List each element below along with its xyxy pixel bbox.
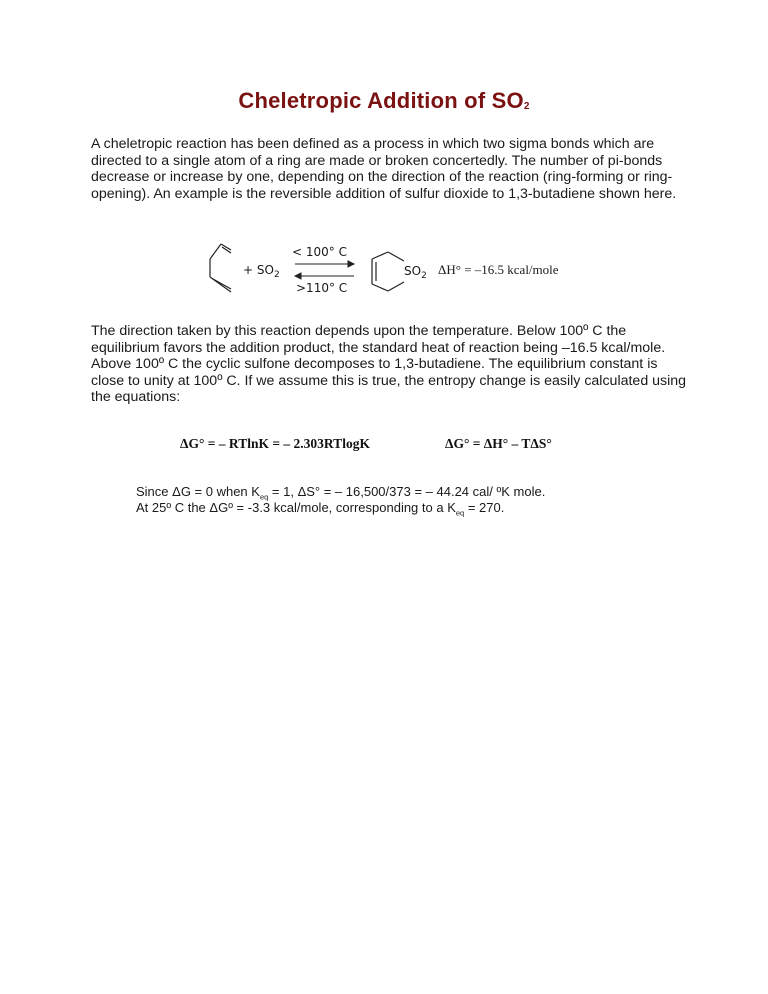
entropy-calculation-line: Since ΔG = 0 when $K_{eq} = 1$, ΔS° = – 16,500/373 = – 44.24 cal/ ºK mole.: [136, 484, 546, 502]
direction-paragraph: The direction taken by this reaction depends upon the temperature. Below 100º C the equilibrium favors the addition product, the standard heat of reaction being –16.5 kcal/mole. Above 100º C the cyclic sulfone decomposes to 1,3-butadiene. The equilibrium constant is close to unity at 100º C. If we assume this is true, the entropy change is easily calculated using the equations:: [91, 323, 687, 405]
reverse-condition: >110° C: [296, 281, 348, 295]
sulfolene-structure: [372, 252, 404, 291]
title-text: Cheletropic Addition of SO: [238, 88, 524, 113]
page-title: [0, 88, 768, 114]
product-group-label: $SO_2$: [404, 264, 427, 281]
enthalpy-label: ΔH° = –16.5 kcal/mole: [438, 262, 559, 277]
keq-subscript: eq: [455, 508, 465, 518]
free-energy-calculation-line: At 25º C the ΔGº = -3.3 kcal/mole, corresponding to a $K_{eq} = 270$.: [136, 500, 505, 518]
keq-subscript: eq: [259, 492, 269, 502]
reagent-label: + $SO_2$: [243, 263, 280, 280]
gibbs-equilibrium-equation: ΔG° = – RTlnK = – 2.303RTlogK: [180, 436, 370, 451]
forward-condition: < 100° C: [292, 245, 347, 259]
equilibrium-arrows: [295, 261, 354, 279]
reaction-scheme: [200, 240, 600, 300]
butadiene-structure: [210, 244, 231, 292]
gibbs-enthalpy-equation: ΔG° = ΔH° – TΔS°: [445, 436, 552, 451]
intro-paragraph: A cheletropic reaction has been defined as a process in which two sigma bonds which are directed to a single atom of a ring are made or broken concertedly. The number of pi-bonds decrease or increase by one, depending on the direction of the reaction (ring-forming or ring-opening). An example is the reversible addition of sulfur dioxide to 1,3-butadiene shown here.: [91, 136, 677, 202]
title-subscript: 2: [523, 101, 530, 112]
